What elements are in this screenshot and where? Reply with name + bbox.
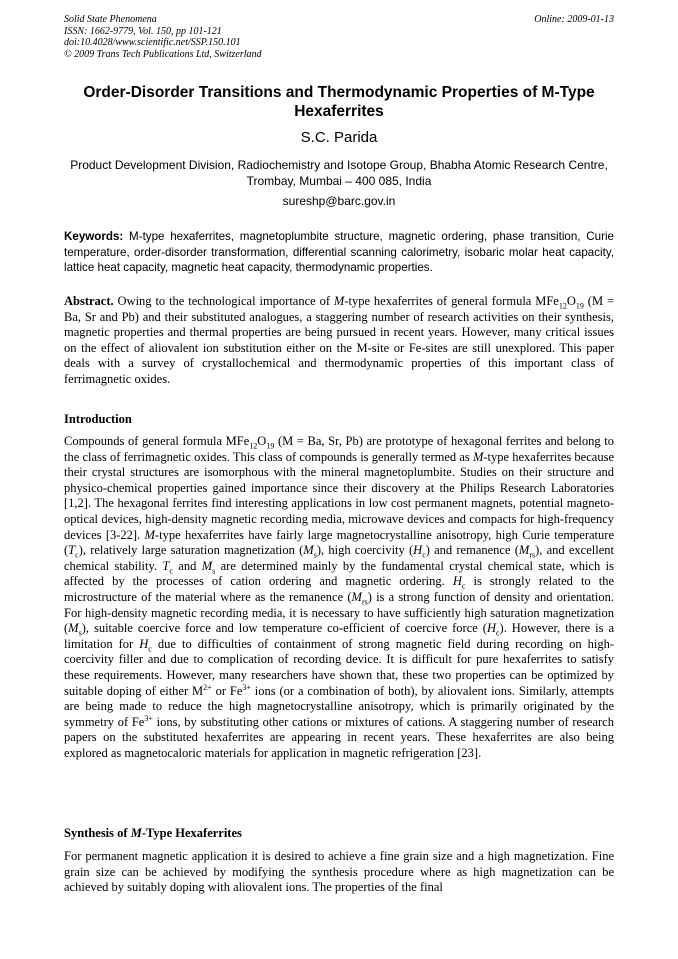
doi-line: doi:10.4028/www.scientific.net/SSP.150.101: [64, 37, 241, 48]
introduction-paragraph: Compounds of general formula $MFe_{12}O_{19}$ (M = Ba, Sr, Pb) are prototype of hexagonal ferrites and belong to the class of ferrimagnetic oxides. This class of compounds is generally termed as M-type hexaferrites because their crystal structures are isomorphous with the mineral magnetoplumbite. Studies on their structure and physico-chemical properties gained importance since their discovery at the Philips Research Laboratories [1,2]. The hexagonal ferrites find interesting applications in low cost permanent magnets, potential magneto-optical devices, high-density magnetic recording media, microwave devices and compacts for high-frequency devices [3-22]. M-type hexaferrites have fairly large magnetocrystalline anisotropy, high Curie temperature $(T_c)$, relatively large saturation magnetization $(M_s)$, high coercivity $(H_c)$ and remanence $(M_{rs})$, and excellent chemical stability. $T_c$ and $M_s$ are determined mainly by the fundamental crystal chemical state, which is affected by the processes of cation ordering and magnetic ordering. $H_c$ is strongly related to the microstructure of the material where as the remanence $(M_{rs})$ is a strong function of density and orientation. For high-density magnetic recording media, it is necessary to have sufficiently high saturation magnetization $(M_s)$, suitable coercive force and low temperature co-efficient of coercive force $(H_c)$. However, there is a limitation for $H_c$ due to difficulties of containment of strong magnetic field during recording on high-coercivity filler and due to complication of recording device. It is difficult for pure hexaferrites to satisfy these requirements. However, many researchers have shown that, these two properties can be optimized by suitable doping of either $M^{2+}$ or $Fe^{3+}$ ions (or a combination of both), by aliovalent ions. Similarly, attempts are being made to reduce the high magnetocrystalline anisotropy, which is primarily originated by the symmetry of $Fe^{3+}$ ions, by substituting other cations or mixtures of cations. A staggering number of research papers on the substituted hexaferrites are appearing in recent years. These hexaferrites are also being explored as magnetocaloric materials for application in magnetic refrigeration [23].: [64, 434, 615, 760]
affiliation: Product Development Division, Radiochemistry and Isotope Group, Bhabha Atomic Research Centre, Trombay, Mumbai – 400 085, India: [70, 158, 608, 188]
keywords-text: M-type hexaferrites, magnetoplumbite structure, magnetic ordering, phase transition, Curie temperature, order-disorder transformation, differential scanning calorimetry, isobaric molar heat capacity, lattice heat capacity, magnetic heat capacity, thermodynamic properties.: [64, 230, 614, 274]
section-heading-synthesis: Synthesis of M-Type Hexaferrites: [64, 826, 242, 840]
section-heading-introduction: Introduction: [64, 412, 132, 426]
copyright-line: © 2009 Trans Tech Publications Ltd, Switzerland: [64, 48, 262, 60]
keywords: [64, 229, 614, 276]
synthesis-paragraph: For permanent magnetic application it is desired to achieve a fine grain size and a high magnetization. Fine grain size can be achieved by modifying the synthesis procedure where as high magnetization can be achieved by suitably doping with aliovalent ions. The properties of the final: [64, 849, 614, 895]
author-email[interactable]: sureshp@barc.gov.in: [282, 194, 396, 208]
online-date: Online: 2009-01-13: [534, 14, 614, 25]
author-name: S.C. Parida: [300, 129, 378, 146]
paper-title: Order-Disorder Transitions and Thermodynamic Properties of M-Type Hexaferrites: [83, 84, 595, 120]
running-header: [64, 14, 262, 60]
issn-line: ISSN: 1662-9779, Vol. 150, pp 101-121: [64, 25, 222, 37]
abstract: Abstract. Owing to the technological importance of M-type hexaferrites of general formula $MFe_{12}O_{19}$ (M = Ba, Sr and Pb) and their substituted analogues, a staggering number of research activities on their synthesis, magnetic properties and thermal properties are being pursued in recent years. However, many critical issues on the effect of aliovalent ion substitution either on the M-site or Fe-sites are still unexplored. This paper deals with a survey of crystallochemical and thermodynamic properties of this important class of ferrimagnetic oxides.: [64, 294, 615, 386]
keywords-label: Keywords:: [64, 230, 124, 243]
abstract-label: Abstract.: [64, 294, 114, 308]
journal-name: Solid State Phenomena: [64, 14, 157, 25]
